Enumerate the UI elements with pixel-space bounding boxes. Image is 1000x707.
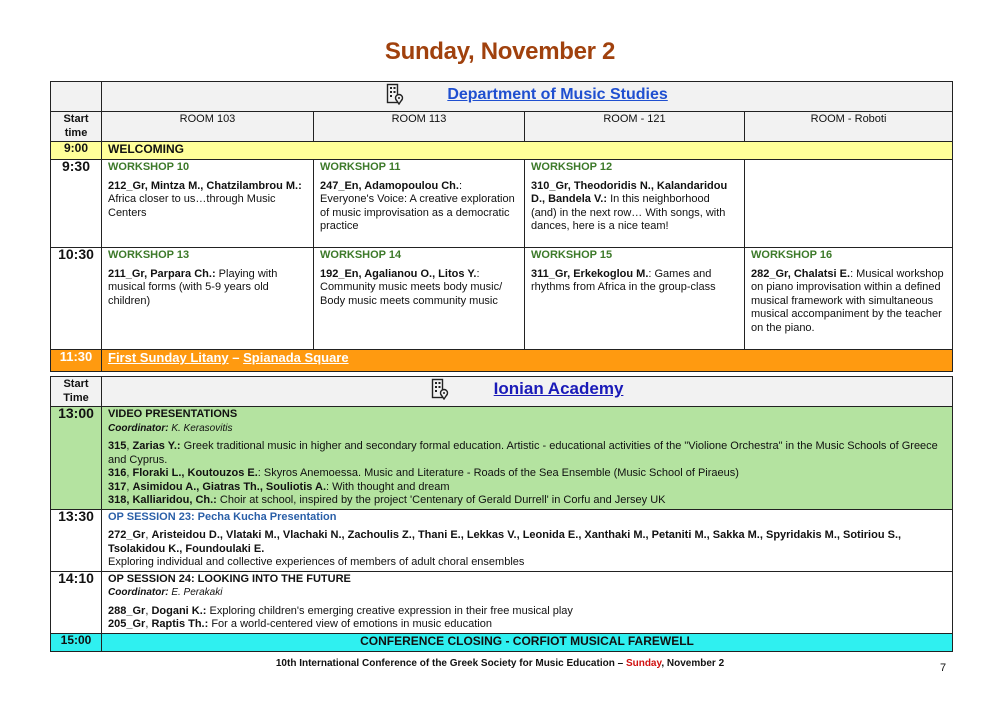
time-cell: 15:00 (51, 633, 102, 651)
empty-corner (51, 82, 102, 112)
spianada-square-link[interactable]: Spianada Square (243, 350, 349, 365)
presentation-item: 288_Gr, Dogani K.: Exploring children's emerging creative expression in their free musical play (108, 604, 573, 617)
workshop-cell: WORKSHOP 16 282_Gr, Chalatsi E.: Musical workshop on piano improvisation within a defined musical framework with simultaneous musical accompaniment by the teacher on the piano. (745, 248, 953, 350)
venue-link-ionian-academy[interactable]: Ionian Academy (493, 379, 624, 399)
op-session-23-cell: OP SESSION 23: Pecha Kucha Presentation 272_Gr, Aristeidou D., Vlataki M., Vlachaki N., Zachoulis Z., Thani E., Lekkas V., Leonida E., Xanthaki M., Petaniti M., Sakka M., Spyridakis M., Sotiriou S., Tsolakidou K., Foundoulaki E. Exploring individual and collective experiences of members of adult choral ensembles (102, 509, 953, 571)
time-cell: 13:00 (51, 407, 102, 510)
time-cell: 9:00 (51, 142, 102, 160)
first-sunday-litany-link[interactable]: First Sunday Litany (108, 350, 229, 365)
start-time-header: Start Time (51, 377, 102, 407)
workshop-title: WORKSHOP 13 (108, 249, 190, 261)
presentation-item: 317, Asimidou A., Giatras Th., Souliotis A.: With thought and dream (108, 480, 450, 493)
presentation-item: 316, Floraki L., Koutouzos E.: Skyros Anemoessa. Music and Literature - Roads of the Sea Ensemble (Music School of Piraeus) (108, 467, 739, 479)
room-header-113: ROOM 113 (314, 112, 525, 142)
workshop-title: WORKSHOP 12 (531, 161, 613, 173)
session-title: OP SESSION 23: Pecha Kucha Presentation (108, 510, 337, 523)
presentation-item: 315, Zarias Y.: Greek traditional music in higher and secondary formal education. Artistic - educational activities of the "Violione Orchestra" in the Music Schools of Greece and Cyprus. (108, 440, 938, 466)
workshop-cell: WORKSHOP 15 311_Gr, Erkekoglou M.: Games and rhythms from Africa in the group-class (525, 248, 745, 350)
building-location-icon (431, 378, 449, 405)
workshop-title: WORKSHOP 15 (531, 249, 613, 261)
presentation-item: 318, Kalliaridou, Ch.: Choir at school, inspired by the project 'Centenary of Gerald Durrell' in Corfu and Jersey UK (108, 494, 666, 506)
venue-header (102, 377, 953, 407)
workshop-cell: WORKSHOP 10 212_Gr, Mintza M., Chatzilambrou M.: Africa closer to us…through Music Centers (102, 160, 314, 248)
workshop-title: WORKSHOP 11 (320, 161, 401, 173)
page-footer: 10th International Conference of the Greek Society for Music Education – Sunday, November 2 (275, 658, 725, 669)
start-time-header: Start time (51, 112, 102, 142)
schedule-table-music-studies (50, 81, 953, 372)
room-header-121: ROOM - 121 (525, 112, 745, 142)
workshop-cell: WORKSHOP 12 310_Gr, Theodoridis N., Kalandaridou D., Bandela V.: In this neighborhood (and) in the next row… With songs, with dances, here is a nice team! (525, 160, 745, 248)
presentation-item: 205_Gr, Raptis Th.: For a world-centered view of emotions in music education (108, 618, 492, 630)
litany-row: First Sunday Litany – Spianada Square (102, 350, 953, 372)
video-presentations-cell (102, 407, 953, 510)
time-cell: 10:30 (51, 248, 102, 350)
session-title: VIDEO PRESENTATIONS (108, 408, 238, 420)
coordinator: Coordinator: K. Kerasovitis (108, 422, 233, 434)
time-cell: 13:30 (51, 509, 102, 571)
empty-workshop-cell (745, 160, 953, 248)
coordinator: Coordinator: E. Perakaki (108, 587, 223, 598)
workshop-cell: WORKSHOP 11 247_En, Adamopoulou Ch.: Everyone's Voice: A creative exploration of music improvisation as a democratic practice (314, 160, 525, 248)
time-cell: 9:30 (51, 160, 102, 248)
page-title: Sunday, November 2 (384, 38, 616, 65)
workshop-title: WORKSHOP 10 (108, 161, 190, 173)
workshop-title: WORKSHOP 14 (320, 249, 402, 261)
venue-header (102, 82, 953, 112)
closing-label: CONFERENCE CLOSING - CORFIOT MUSICAL FAREWELL (102, 633, 953, 651)
workshop-cell: WORKSHOP 14 192_En, Agalianou O., Litos Y.: Community music meets body music/ Body music meets community music (314, 248, 525, 350)
schedule-table-ionian-academy (50, 376, 953, 652)
room-header-roboti: ROOM - Roboti (745, 112, 953, 142)
building-location-icon (386, 83, 404, 110)
session-title: OP SESSION 24: LOOKING INTO THE FUTURE (108, 572, 351, 585)
welcoming-label: WELCOMING (102, 142, 953, 160)
page-number: 7 (940, 662, 947, 674)
workshop-cell: WORKSHOP 13 211_Gr, Parpara Ch.: Playing with musical forms (with 5-9 years old children) (102, 248, 314, 350)
op-session-24-cell (102, 571, 953, 633)
room-header-103: ROOM 103 (102, 112, 314, 142)
time-cell: 11:30 (51, 350, 102, 372)
workshop-title: WORKSHOP 16 (751, 249, 833, 261)
time-cell: 14:10 (51, 571, 102, 633)
venue-link-music-studies[interactable]: Department of Music Studies (447, 86, 668, 104)
